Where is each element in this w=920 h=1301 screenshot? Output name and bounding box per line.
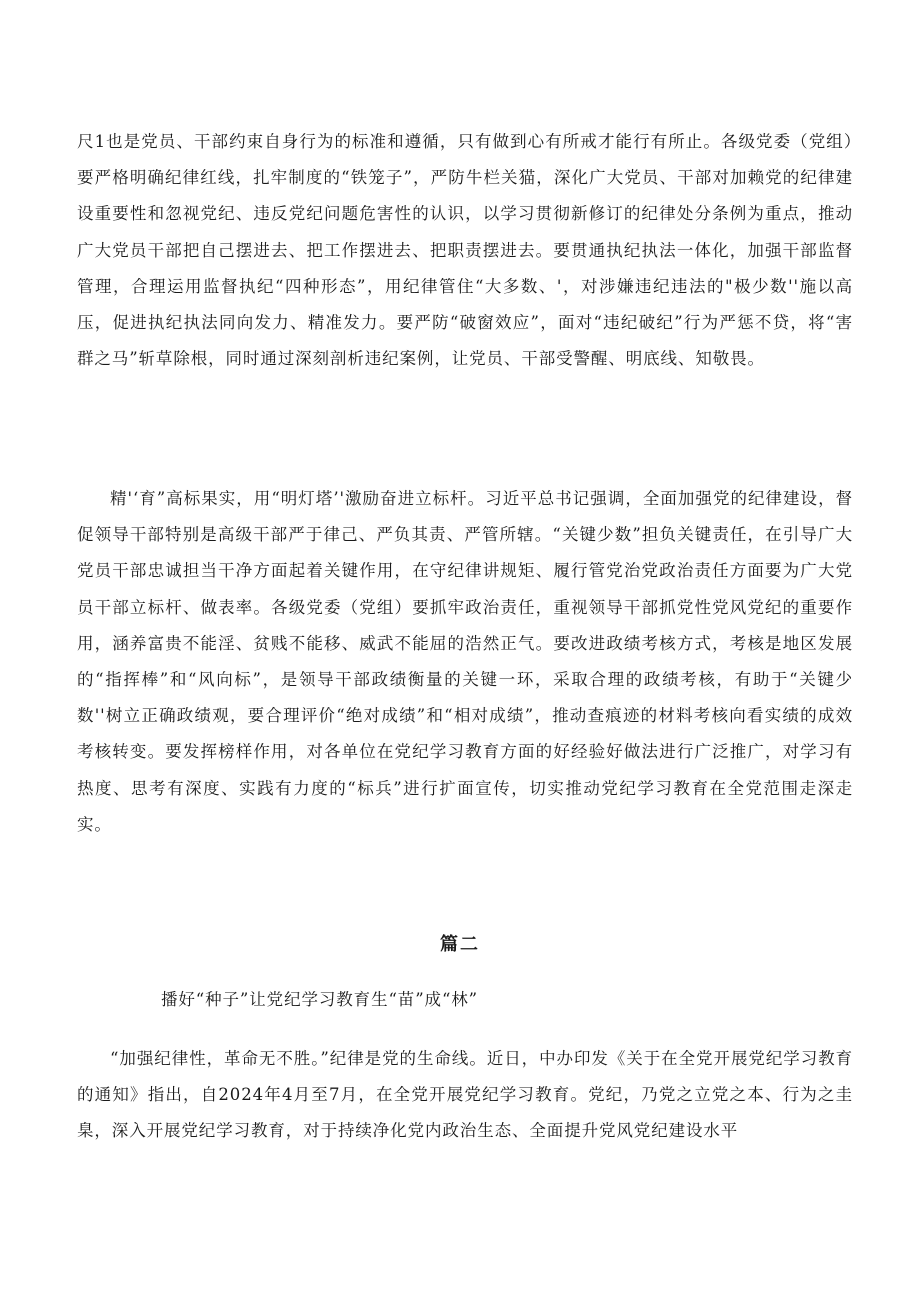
paragraph-3: “加强纪律性，革命无不胜。”纪律是党的生命线。近日，中办印发《关于在全党开展党纪学习教育的通知》指出，自2024年4月至7月，在全党开展党纪学习教育。党纪，乃党之立党之本、行为之圭臬，深入开展党纪学习教育，对于持续净化党内政治生态、全面提升党风党纪建设水平 <box>77 1049 853 1141</box>
paragraph-2: 精'‘育”高标果实，用“明灯塔’'激励奋进立标杆。习近平总书记强调，全面加强党的纪律建设，督促领导干部特别是高级干部严于律己、严负其责、严管所辖。“关键少数”担负关键责任，在引导广大党员干部忠诚担当干净方面起着关键作用，在守纪律讲规矩、履行管党治党政治责任方面要为广大党员干部立标杆、做表率。各级党委（党组）要抓牢政治责任，重视领导干部抓党性党风党纪的重要作用，涵养富贵不能淫、贫贱不能移、威武不能屈的浩然正气。要改进政绩考核方式，考核是地区发展的“指挥棒”和“风向标”，是领导干部政绩衡量的关键一环，采取合理的政绩考核，有助于“关键少数''树立正确政绩观，要合理评价“绝对成绩”和“相对成绩”，推动查痕迹的材料考核向看实绩的成效考核转变。要发挥榜样作用，对各单位在党纪学习教育方面的好经验好做法进行广泛推广，对学习有热度、思考有深度、实践有力度的“标兵”进行扩面宣传，切实推动党纪学习教育在全党范围走深走实。 <box>77 489 853 834</box>
section-heading: 篇二 <box>440 934 480 955</box>
paragraph-1: 尺1也是党员、干部约束自身行为的标准和遵循，只有做到心有所戒才能行有所止。各级党委（党组）要严格明确纪律红线，扎牢制度的“铁笼子”，严防牛栏关猫，深化广大党员、干部对加赖党的纪律建设重要性和忽视党纪、违反党纪问题危害性的认识，以学习贯彻新修订的纪律处分条例为重点，推动广大党员干部把自己摆进去、把工作摆进去、把职责摆进去。要贯通执纪执法一体化，加强干部监督管理，合理运用监督执纪“四种形态”，用纪律管住“大多数、'，对涉嫌违纪违法的"极少数''施以高压，促进执纪执法同向发力、精准发力。要严防“破窗效应”，面对“违纪破纪”行为严惩不贷，将“害群之马”斩草除根，同时通过深刻剖析违纪案例，让党员、干部受警醒、明底线、知敬畏。 <box>77 132 853 369</box>
article-subtitle: 播好“种子”让党纪学习教育生“苗”成“林” <box>161 990 479 1009</box>
